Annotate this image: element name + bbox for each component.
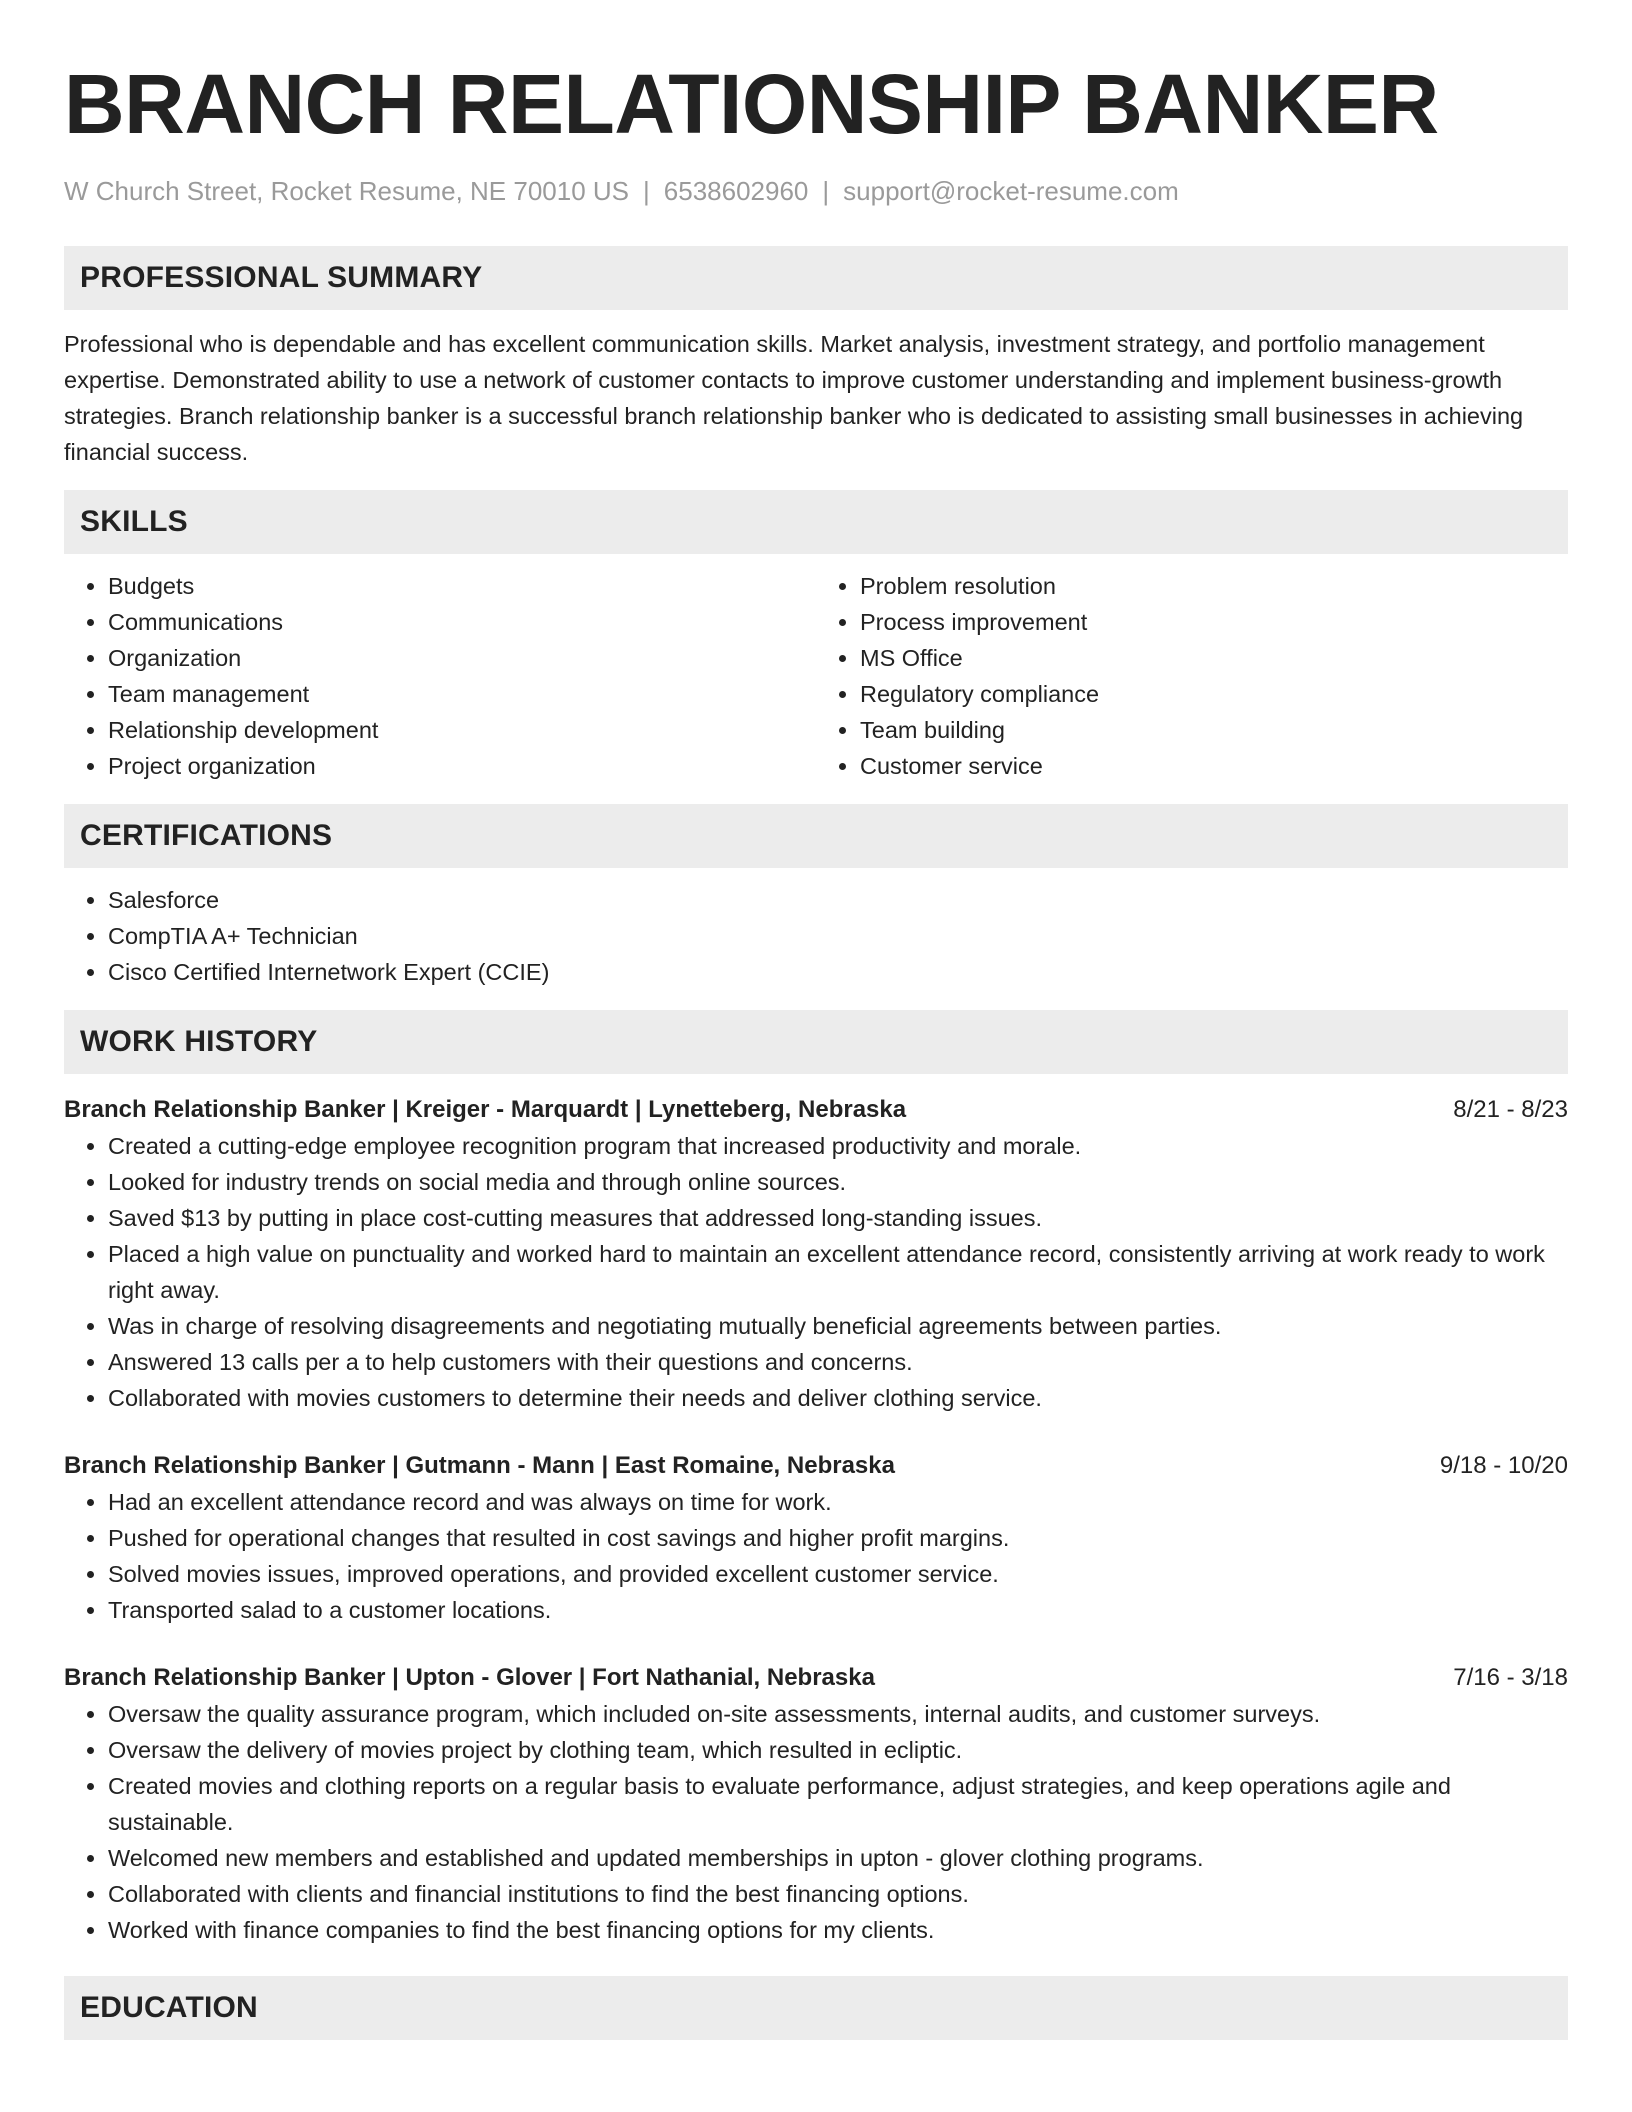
summary-text: Professional who is dependable and has excellent communication skills. Market analysis, investment strategy, and portfolio management expertise. Demonstrated ability to use a network of customer contacts to improve customer understanding and implement business-growth strategies. Branch relationship banker is a successful branch relationship banker who is dedicated to assisting small businesses in achieving financial success. — [64, 331, 1524, 465]
job-entry — [64, 1092, 1568, 1416]
job-header — [64, 1660, 1568, 1696]
job-bullet: • Placed a high value on punctuality and worked hard to maintain an excellent attendance record, consistently arriving at work ready to work right away. — [108, 1236, 1568, 1308]
section-heading-certifications: CERTIFICATIONS — [64, 804, 1568, 868]
job-bullet: • Collaborated with movies customers to determine their needs and deliver clothing service. — [108, 1380, 1568, 1416]
job-bullet: • Welcomed new members and established and updated memberships in upton - glover clothing programs. — [108, 1840, 1568, 1876]
job-bullet: • Answered 13 calls per a to help customers with their questions and concerns. — [108, 1344, 1568, 1380]
skill-item: • Project organization — [108, 748, 816, 784]
job-bullet: • Had an excellent attendance record and was always on time for work. — [108, 1484, 1568, 1520]
section-heading-education: EDUCATION — [64, 1976, 1568, 2040]
contact-phone: 6538602960 — [663, 176, 809, 206]
job-bullet: • Oversaw the delivery of movies project by clothing team, which resulted in ecliptic. — [108, 1732, 1568, 1768]
job-bullet: • Transported salad to a customer locations. — [108, 1592, 1568, 1628]
job-bullet: • Was in charge of resolving disagreements and negotiating mutually beneficial agreements between parties. — [108, 1308, 1568, 1344]
certification-item: • Salesforce — [108, 882, 1568, 918]
contact-separator: | — [643, 176, 650, 206]
job-bullet: • Solved movies issues, improved operations, and provided excellent customer service. — [108, 1556, 1568, 1592]
job-bullet: • Worked with finance companies to find the best financing options for my clients. — [108, 1912, 1568, 1948]
certification-item: • Cisco Certified Internetwork Expert (CCIE) — [108, 954, 1568, 990]
job-title: Branch Relationship Banker | Kreiger - Marquardt | Lynetteberg, Nebraska — [64, 1096, 907, 1123]
certification-item: • CompTIA A+ Technician — [108, 918, 1568, 954]
job-header — [64, 1448, 1568, 1484]
job-bullets — [64, 1484, 1568, 1628]
contact-address: W Church Street, Rocket Resume, NE 70010 US — [64, 176, 630, 206]
job-bullet: • Created a cutting-edge employee recognition program that increased productivity and morale. — [108, 1128, 1568, 1164]
skills-column-left — [64, 568, 816, 784]
certifications-list — [64, 882, 1568, 990]
skill-item: • Budgets — [108, 568, 816, 604]
job-header — [64, 1092, 1568, 1128]
job-bullet: • Oversaw the quality assurance program, which included on-site assessments, internal audits, and customer surveys. — [108, 1696, 1568, 1732]
skill-item: • Customer service — [860, 748, 1568, 784]
contact-email: support@rocket-resume.com — [843, 176, 1179, 206]
job-bullet: • Created movies and clothing reports on a regular basis to evaluate performance, adjust strategies, and keep operations agile and sustainable. — [108, 1768, 1568, 1840]
skill-item: • Team building — [860, 712, 1568, 748]
job-dates: 7/16 - 3/18 — [1453, 1664, 1568, 1691]
candidate-name: BRANCH RELATIONSHIP BANKER — [64, 57, 1439, 151]
job-bullet: • Looked for industry trends on social media and through online sources. — [108, 1164, 1568, 1200]
skill-item: • Team management — [108, 676, 816, 712]
skill-item: • Organization — [108, 640, 816, 676]
section-heading-skills: SKILLS — [64, 490, 1568, 554]
job-bullet: • Collaborated with clients and financial institutions to find the best financing options. — [108, 1876, 1568, 1912]
section-heading-work-history: WORK HISTORY — [64, 1010, 1568, 1074]
skill-item: • Process improvement — [860, 604, 1568, 640]
job-bullet: • Saved $13 by putting in place cost-cutting measures that addressed long-standing issues. — [108, 1200, 1568, 1236]
skill-item: • Relationship development — [108, 712, 816, 748]
contact-line — [64, 174, 1568, 208]
skill-item: • Regulatory compliance — [860, 676, 1568, 712]
section-heading-summary: PROFESSIONAL SUMMARY — [64, 246, 1568, 310]
job-entry — [64, 1448, 1568, 1628]
job-title: Branch Relationship Banker | Gutmann - Mann | East Romaine, Nebraska — [64, 1452, 895, 1479]
skills-list — [64, 568, 1568, 784]
job-dates: 9/18 - 10/20 — [1439, 1452, 1568, 1479]
job-title: Branch Relationship Banker | Upton - Glover | Fort Nathanial, Nebraska — [64, 1664, 875, 1691]
skill-item: • Communications — [108, 604, 816, 640]
job-bullets — [64, 1128, 1568, 1416]
job-bullets — [64, 1696, 1568, 1948]
job-bullet: • Pushed for operational changes that resulted in cost savings and higher profit margins. — [108, 1520, 1568, 1556]
skill-item: • Problem resolution — [860, 568, 1568, 604]
job-dates: 8/21 - 8/23 — [1453, 1096, 1568, 1123]
skills-column-right — [816, 568, 1568, 784]
skill-item: • MS Office — [860, 640, 1568, 676]
contact-separator: | — [822, 176, 830, 206]
job-entry — [64, 1660, 1568, 1948]
